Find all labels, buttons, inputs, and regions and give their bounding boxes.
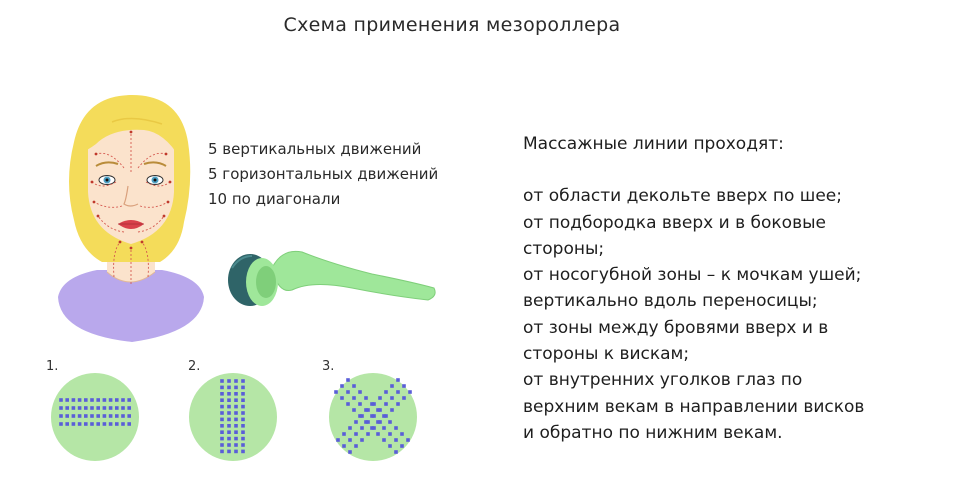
pattern-dot: [384, 390, 388, 394]
info-line: от внутренних уголков глаз по: [523, 370, 803, 391]
pattern-dot: [241, 379, 245, 383]
pattern-dot: [396, 402, 400, 406]
pattern-dot: [346, 390, 350, 394]
info-line: от зоны между бровями вверх и в: [523, 317, 829, 338]
pattern-dot: [90, 414, 94, 418]
pattern-dot: [402, 396, 406, 400]
pattern-dot: [109, 398, 113, 402]
pattern-dot: [382, 438, 386, 442]
pattern-dot: [78, 398, 82, 402]
pattern-dot: [121, 414, 125, 418]
pattern-dot: [400, 444, 404, 448]
pattern-dot: [84, 406, 88, 410]
pattern-dot: [366, 420, 370, 424]
pattern-dot: [241, 392, 245, 396]
pattern-dot: [84, 422, 88, 426]
mesoroller-illustration: [222, 238, 442, 318]
pattern-dot: [388, 444, 392, 448]
pattern-dot: [72, 422, 76, 426]
pattern-dot: [59, 398, 63, 402]
info-line: вертикально вдоль переносицы;: [523, 291, 818, 312]
info-line: и обратно по нижним векам.: [523, 422, 783, 443]
movement-counts: [208, 137, 438, 212]
pattern-dot: [121, 422, 125, 426]
pattern-dot: [227, 379, 231, 383]
pattern-dot: [227, 418, 231, 422]
pattern-number-1: 1.: [46, 359, 59, 374]
pattern-dot: [220, 443, 224, 447]
pattern-dot: [241, 424, 245, 428]
pattern-dot: [382, 426, 386, 430]
page-title: Схема применения мезороллера: [283, 14, 621, 36]
pattern-dot: [220, 437, 224, 441]
info-line: от области декольте вверх по шее;: [523, 186, 842, 207]
pattern-dot: [220, 418, 224, 422]
pattern-dot: [241, 398, 245, 402]
pattern-dot: [358, 402, 362, 406]
info-line: от носогубной зоны – к мочкам ушей;: [523, 265, 862, 286]
pattern-dot: [103, 422, 107, 426]
info-line: стороны;: [523, 238, 605, 259]
pattern-dot: [396, 378, 400, 382]
pattern-dot: [234, 418, 238, 422]
pattern-dot: [65, 422, 69, 426]
pattern-dot: [234, 443, 238, 447]
pattern-dot: [227, 424, 231, 428]
pattern-dot: [402, 384, 406, 388]
pattern-dot: [394, 450, 398, 454]
pattern-dot: [220, 392, 224, 396]
pattern-dot: [103, 414, 107, 418]
pattern-dot: [384, 402, 388, 406]
movement-horizontal: 5 горизонтальных движений: [208, 165, 439, 183]
pattern-dot: [65, 406, 69, 410]
pattern-dot: [354, 444, 358, 448]
pattern-dot: [109, 414, 113, 418]
info-line: от подбородка вверх и в боковые: [523, 212, 826, 233]
pattern-dot: [78, 406, 82, 410]
pattern-dot: [376, 408, 380, 412]
pattern-dot: [220, 450, 224, 454]
pattern-dot: [115, 422, 119, 426]
pattern-dot: [90, 406, 94, 410]
pattern-dot: [346, 402, 350, 406]
info-heading: Массажные линии проходят:: [523, 134, 784, 154]
pattern-dot: [354, 420, 358, 424]
info-line: верхним векам в направлении висков: [523, 396, 865, 417]
pattern-dot: [220, 386, 224, 390]
pattern-dot: [96, 406, 100, 410]
pattern-dot: [376, 420, 380, 424]
pattern-dot: [227, 398, 231, 402]
pattern-dot: [390, 396, 394, 400]
pattern-dot: [96, 422, 100, 426]
pattern-dot: [115, 406, 119, 410]
pattern-dot: [72, 406, 76, 410]
pattern-dot: [352, 396, 356, 400]
pattern-dot: [354, 432, 358, 436]
pattern-dot: [348, 426, 352, 430]
pattern-dot: [378, 396, 382, 400]
pattern-dot: [109, 422, 113, 426]
pattern-dot: [352, 408, 356, 412]
pattern-dot: [84, 414, 88, 418]
pattern-dot: [220, 379, 224, 383]
pattern-dot: [342, 444, 346, 448]
pattern-dot: [340, 384, 344, 388]
pattern-dot: [360, 414, 364, 418]
pattern-dot: [220, 405, 224, 409]
pattern-dot: [115, 414, 119, 418]
pattern-circle: [51, 373, 139, 461]
pattern-dot: [241, 437, 245, 441]
pattern-dot: [234, 450, 238, 454]
pattern-number-3: 3.: [322, 359, 335, 374]
pattern-dot: [127, 406, 131, 410]
pattern-dot: [234, 430, 238, 434]
pattern-dot: [220, 424, 224, 428]
pattern-dot: [227, 443, 231, 447]
pattern-diagonal-circle: [328, 372, 418, 462]
pattern-dot: [103, 398, 107, 402]
pattern-dot: [78, 414, 82, 418]
pattern-dot: [59, 414, 63, 418]
pattern-dot: [84, 398, 88, 402]
pattern-vertical-circle: [188, 372, 278, 462]
pattern-dot: [227, 392, 231, 396]
pattern-dot: [358, 390, 362, 394]
pattern-dot: [78, 422, 82, 426]
pattern-number-2: 2.: [188, 359, 201, 374]
pattern-dot: [360, 426, 364, 430]
face-illustration: [52, 92, 212, 347]
pattern-dot: [394, 426, 398, 430]
pattern-dot: [127, 422, 131, 426]
movement-vertical: 5 вертикальных движений: [208, 140, 422, 158]
pattern-dot: [103, 406, 107, 410]
pattern-dot: [241, 411, 245, 415]
pattern-dot: [394, 438, 398, 442]
pattern-dot: [234, 411, 238, 415]
pattern-dot: [227, 437, 231, 441]
pattern-dot: [400, 432, 404, 436]
pattern-dot: [227, 450, 231, 454]
info-line: стороны к вискам;: [523, 344, 690, 365]
pattern-dot: [72, 414, 76, 418]
pattern-dot: [382, 414, 386, 418]
pattern-horizontal-circle: [50, 372, 140, 462]
pattern-dot: [396, 390, 400, 394]
pattern-dot: [348, 438, 352, 442]
pattern-dot: [241, 405, 245, 409]
pattern-dot: [390, 408, 394, 412]
pattern-dot: [220, 411, 224, 415]
pattern-dot: [388, 432, 392, 436]
pattern-dot: [227, 411, 231, 415]
pattern-dot: [372, 414, 376, 418]
pattern-dot: [220, 398, 224, 402]
massage-lines-description: [523, 131, 963, 446]
pattern-dot: [334, 390, 338, 394]
pattern-dot: [348, 450, 352, 454]
pattern-dot: [360, 438, 364, 442]
pattern-dot: [220, 430, 224, 434]
pattern-dot: [121, 406, 125, 410]
pattern-dot: [109, 406, 113, 410]
pattern-dot: [227, 405, 231, 409]
pattern-dot: [352, 384, 356, 388]
pattern-dot: [388, 420, 392, 424]
pattern-dot: [96, 398, 100, 402]
pattern-dot: [234, 405, 238, 409]
pattern-dot: [370, 402, 374, 406]
pattern-dot: [96, 414, 100, 418]
pattern-dot: [227, 430, 231, 434]
pattern-dot: [241, 430, 245, 434]
pattern-dot: [65, 398, 69, 402]
pattern-dot: [115, 398, 119, 402]
pattern-dot: [227, 386, 231, 390]
pattern-dot: [241, 450, 245, 454]
pattern-dot: [127, 398, 131, 402]
pattern-dot: [59, 406, 63, 410]
pattern-dot: [408, 390, 412, 394]
pattern-dot: [241, 418, 245, 422]
pattern-dot: [390, 384, 394, 388]
roller-handle: [272, 251, 435, 300]
pattern-dot: [90, 398, 94, 402]
pattern-dot: [372, 426, 376, 430]
pattern-dot: [234, 386, 238, 390]
pattern-dot: [241, 443, 245, 447]
movement-diagonal: 10 по диагонали: [208, 190, 341, 208]
pattern-dot: [366, 408, 370, 412]
pattern-dot: [72, 398, 76, 402]
pattern-dot: [241, 386, 245, 390]
pattern-dot: [340, 396, 344, 400]
pattern-dot: [234, 379, 238, 383]
pattern-dot: [234, 392, 238, 396]
pattern-dot: [376, 432, 380, 436]
pattern-dot: [234, 424, 238, 428]
pattern-dot: [65, 414, 69, 418]
pattern-dot: [336, 438, 340, 442]
pattern-dot: [59, 422, 63, 426]
pattern-dot: [406, 438, 410, 442]
pattern-dot: [364, 396, 368, 400]
pattern-dot: [342, 432, 346, 436]
pattern-dot: [90, 422, 94, 426]
pattern-dot: [234, 437, 238, 441]
pattern-dot: [366, 432, 370, 436]
pattern-dot: [127, 414, 131, 418]
pattern-dot: [346, 378, 350, 382]
pattern-dot: [121, 398, 125, 402]
pattern-dot: [234, 398, 238, 402]
pattern-circle: [189, 373, 277, 461]
